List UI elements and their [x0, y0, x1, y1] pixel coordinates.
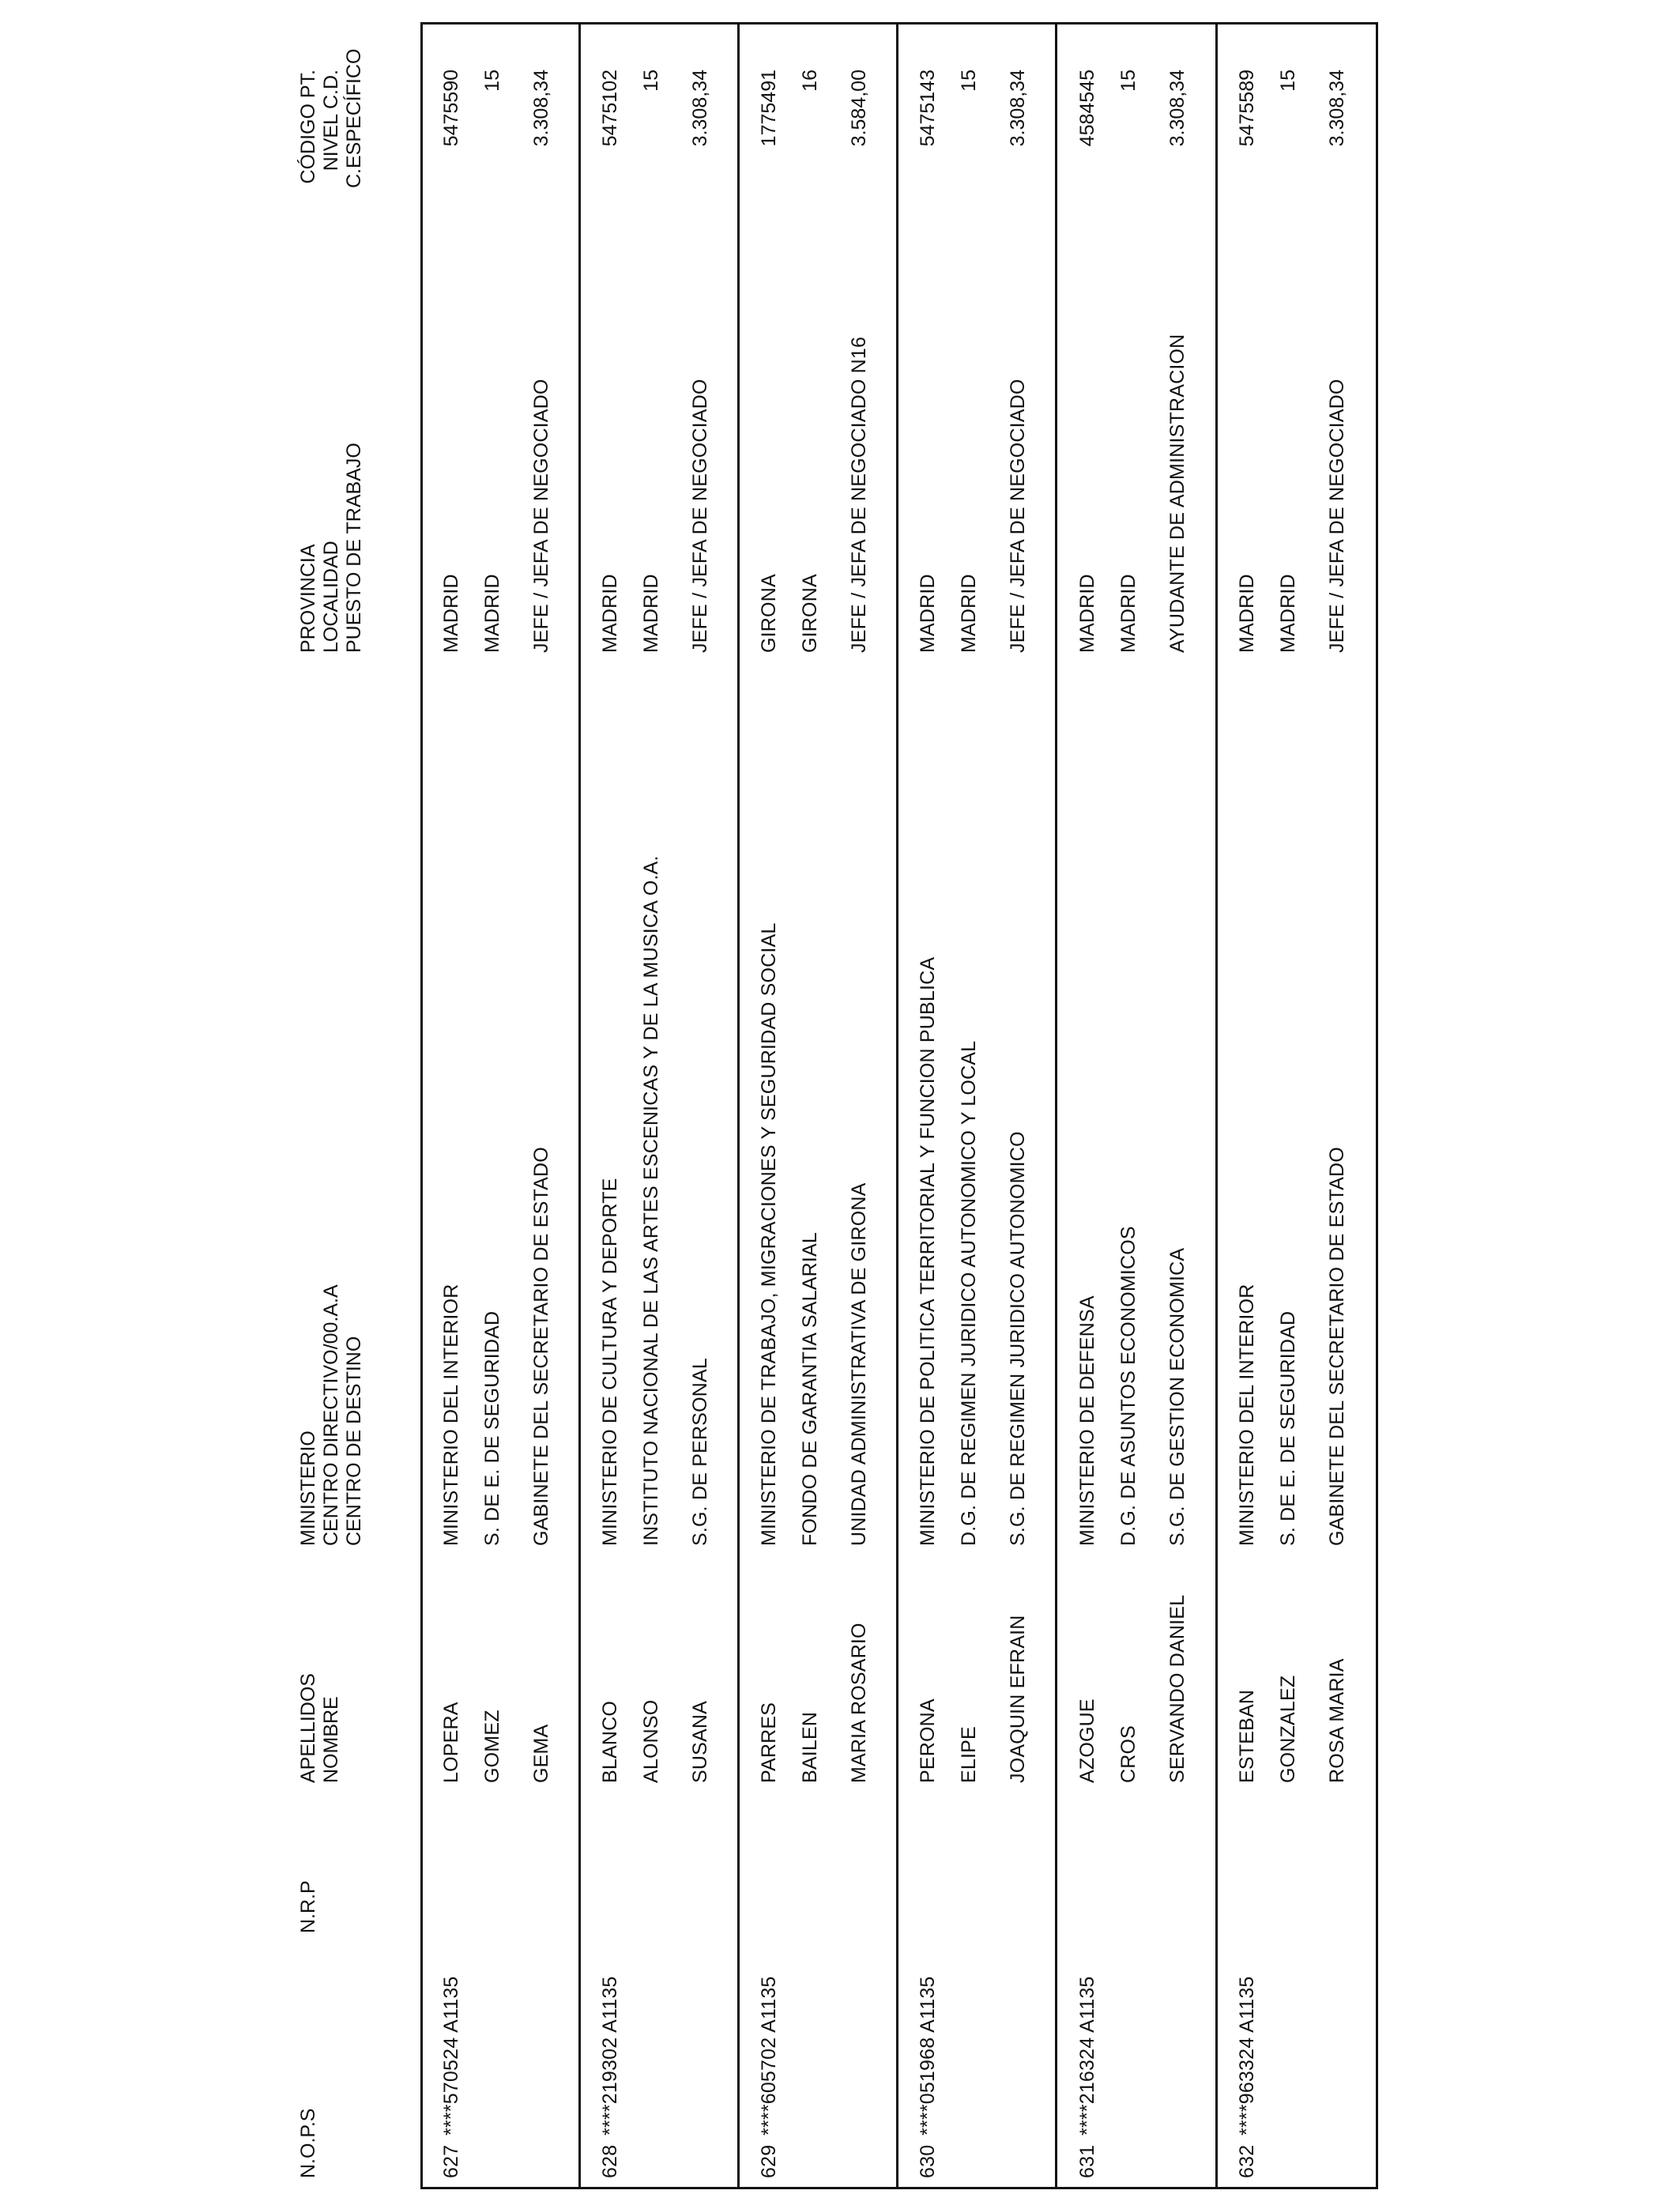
row-apellido1: BLANCO — [599, 1700, 621, 1783]
row-nivel-cd: 15 — [958, 70, 980, 92]
row-localidad: GIRONA — [799, 574, 821, 653]
row-codigo-pt: 5475143 — [917, 70, 939, 147]
row-ministerio: MINISTERIO DE DEFENSA — [1076, 1295, 1098, 1546]
row-nombre: SUSANA — [689, 1700, 711, 1783]
row-centro-destino: GABINETE DEL SECRETARIO DE ESTADO — [1326, 1147, 1348, 1546]
row-centro-destino: S.G. DE GESTION ECONOMICA — [1166, 1247, 1188, 1546]
row-apellido1: AZOGUE — [1076, 1698, 1098, 1783]
row-apellido2: GOMEZ — [481, 1710, 503, 1783]
row-numbers — [908, 70, 1068, 2194]
row-centro-directivo: D.G. DE ASUNTOS ECONOMICOS — [1117, 1226, 1139, 1546]
row-nops: 632 — [1236, 2144, 1258, 2178]
row-c-especifico: 3.308,34 — [1166, 70, 1188, 147]
row-c-especifico: 3.308,34 — [1326, 70, 1348, 147]
row-numbers — [749, 70, 909, 2194]
row-codigo-pt: 4584545 — [1076, 70, 1098, 147]
row-centro-directivo: S. DE E. DE SEGURIDAD — [481, 1310, 503, 1546]
row-apellido2: GONZALEZ — [1277, 1675, 1299, 1783]
row-apellido1: ESTEBAN — [1236, 1689, 1258, 1783]
row-nivel-cd: 16 — [799, 70, 821, 92]
row-provincia: MADRID — [599, 574, 621, 653]
row-apellido1: PARRES — [758, 1702, 780, 1783]
row-numbers — [431, 70, 591, 2194]
row-centro-destino: UNIDAD ADMINISTRATIVA DE GIRONA — [848, 1182, 870, 1546]
row-puesto: JEFE / JEFA DE NEGOCIADO N16 — [848, 336, 870, 653]
row-nrp: ****963324 A1135 — [1236, 1976, 1258, 2136]
row-localidad: MADRID — [481, 574, 503, 653]
row-ministerio: MINISTERIO DE TRABAJO, MIGRACIONES Y SEGURIDAD SOCIAL — [758, 922, 780, 1546]
row-codigo-pt: 5475102 — [599, 70, 621, 147]
row-apellido2: CROS — [1117, 1725, 1139, 1783]
row-apellido1: PERONA — [917, 1698, 939, 1783]
table-row — [1068, 0, 1227, 2194]
row-numbers — [1068, 70, 1227, 2194]
header-codigo-nivel-especifico: CÓDIGO PT. NIVEL C.D. C.ESPECÍFICO — [297, 48, 365, 188]
row-apellido2: ELIPE — [958, 1726, 980, 1783]
row-provincia: MADRID — [1236, 574, 1258, 653]
row-nombre: ROSA MARIA — [1326, 1658, 1348, 1783]
row-nops: 628 — [599, 2144, 621, 2178]
row-nops: 630 — [917, 2144, 939, 2178]
row-centro-destino: S.G. DE PERSONAL — [689, 1358, 711, 1546]
table-row — [749, 0, 909, 2194]
row-numbers — [590, 70, 750, 2194]
row-nivel-cd: 15 — [1277, 70, 1299, 92]
row-c-especifico: 3.308,34 — [689, 70, 711, 147]
row-nrp: ****605702 A1135 — [758, 1976, 780, 2136]
header-nops: N.O.P.S — [297, 2108, 319, 2178]
row-ministerio: MINISTERIO DEL INTERIOR — [1236, 1284, 1258, 1546]
row-localidad: MADRID — [1277, 574, 1299, 653]
row-puesto: JEFE / JEFA DE NEGOCIADO — [530, 379, 552, 653]
row-apellido1: LOPERA — [440, 1702, 462, 1783]
row-centro-destino: GABINETE DEL SECRETARIO DE ESTADO — [530, 1147, 552, 1546]
header-nrp: N.R.P — [297, 1880, 319, 1933]
row-centro-directivo: D.G. DE REGIMEN JURIDICO AUTONOMICO Y LOCAL — [958, 1040, 980, 1546]
table-row — [431, 0, 591, 2194]
row-nrp: ****570524 A1135 — [440, 1976, 462, 2136]
row-nivel-cd: 15 — [481, 70, 503, 92]
row-centro-directivo: INSTITUTO NACIONAL DE LAS ARTES ESCENICAS Y DE LA MUSICA O.A. — [640, 855, 662, 1546]
row-centro-directivo: S. DE E. DE SEGURIDAD — [1277, 1310, 1299, 1546]
row-puesto: JEFE / JEFA DE NEGOCIADO — [1007, 379, 1029, 653]
row-apellido2: ALONSO — [640, 1699, 662, 1783]
row-nrp: ****051968 A1135 — [917, 1976, 939, 2136]
row-puesto: JEFE / JEFA DE NEGOCIADO — [1326, 379, 1348, 653]
row-puesto: AYUDANTE DE ADMINISTRACION — [1166, 334, 1188, 653]
row-provincia: MADRID — [1076, 574, 1098, 653]
row-localidad: MADRID — [640, 574, 662, 653]
row-nrp: ****219302 A1135 — [599, 1976, 621, 2136]
row-provincia: MADRID — [917, 574, 939, 653]
header-ministerio-centro: MINISTERIO CENTRO DIRECTIVO/00.A.A CENTRO DE DESTINO — [297, 1284, 365, 1546]
row-ministerio: MINISTERIO DEL INTERIOR — [440, 1284, 462, 1546]
row-ministerio: MINISTERIO DE CULTURA Y DEPORTE — [599, 1178, 621, 1546]
table-row — [590, 0, 750, 2194]
row-provincia: MADRID — [440, 574, 462, 653]
row-nrp: ****216324 A1135 — [1076, 1976, 1098, 2136]
row-codigo-pt: 1775491 — [758, 70, 780, 147]
row-nivel-cd: 15 — [1117, 70, 1139, 92]
row-centro-directivo: FONDO DE GARANTIA SALARIAL — [799, 1232, 821, 1546]
header-apellidos-nombre: APELLIDOS NOMBRE — [297, 1673, 342, 1783]
row-nops: 631 — [1076, 2144, 1098, 2178]
row-nivel-cd: 15 — [640, 70, 662, 92]
row-c-especifico: 3.584,00 — [848, 70, 870, 147]
row-nombre: JOAQUIN EFRAIN — [1007, 1615, 1029, 1783]
table-row — [1227, 0, 1387, 2194]
row-numbers — [1227, 70, 1387, 2194]
row-nops: 629 — [758, 2144, 780, 2178]
row-puesto: JEFE / JEFA DE NEGOCIADO — [689, 379, 711, 653]
row-nops: 627 — [440, 2144, 462, 2178]
table-row — [908, 0, 1068, 2194]
row-centro-destino: S.G. DE REGIMEN JURIDICO AUTONOMICO — [1007, 1131, 1029, 1546]
row-provincia: GIRONA — [758, 574, 780, 653]
header-provincia-localidad-puesto: PROVINCIA LOCALIDAD PUESTO DE TRABAJO — [297, 443, 365, 653]
row-codigo-pt: 5475589 — [1236, 70, 1258, 147]
row-nombre: SERVANDO DANIEL — [1166, 1594, 1188, 1783]
row-nombre: GEMA — [530, 1724, 552, 1783]
row-c-especifico: 3.308,34 — [1007, 70, 1029, 147]
row-apellido2: BAILEN — [799, 1711, 821, 1783]
row-localidad: MADRID — [958, 574, 980, 653]
row-ministerio: MINISTERIO DE POLITICA TERRITORIAL Y FUNCION PUBLICA — [917, 956, 939, 1546]
row-c-especifico: 3.308,34 — [530, 70, 552, 147]
row-localidad: MADRID — [1117, 574, 1139, 653]
row-nombre: MARIA ROSARIO — [848, 1623, 870, 1783]
row-codigo-pt: 5475590 — [440, 70, 462, 147]
